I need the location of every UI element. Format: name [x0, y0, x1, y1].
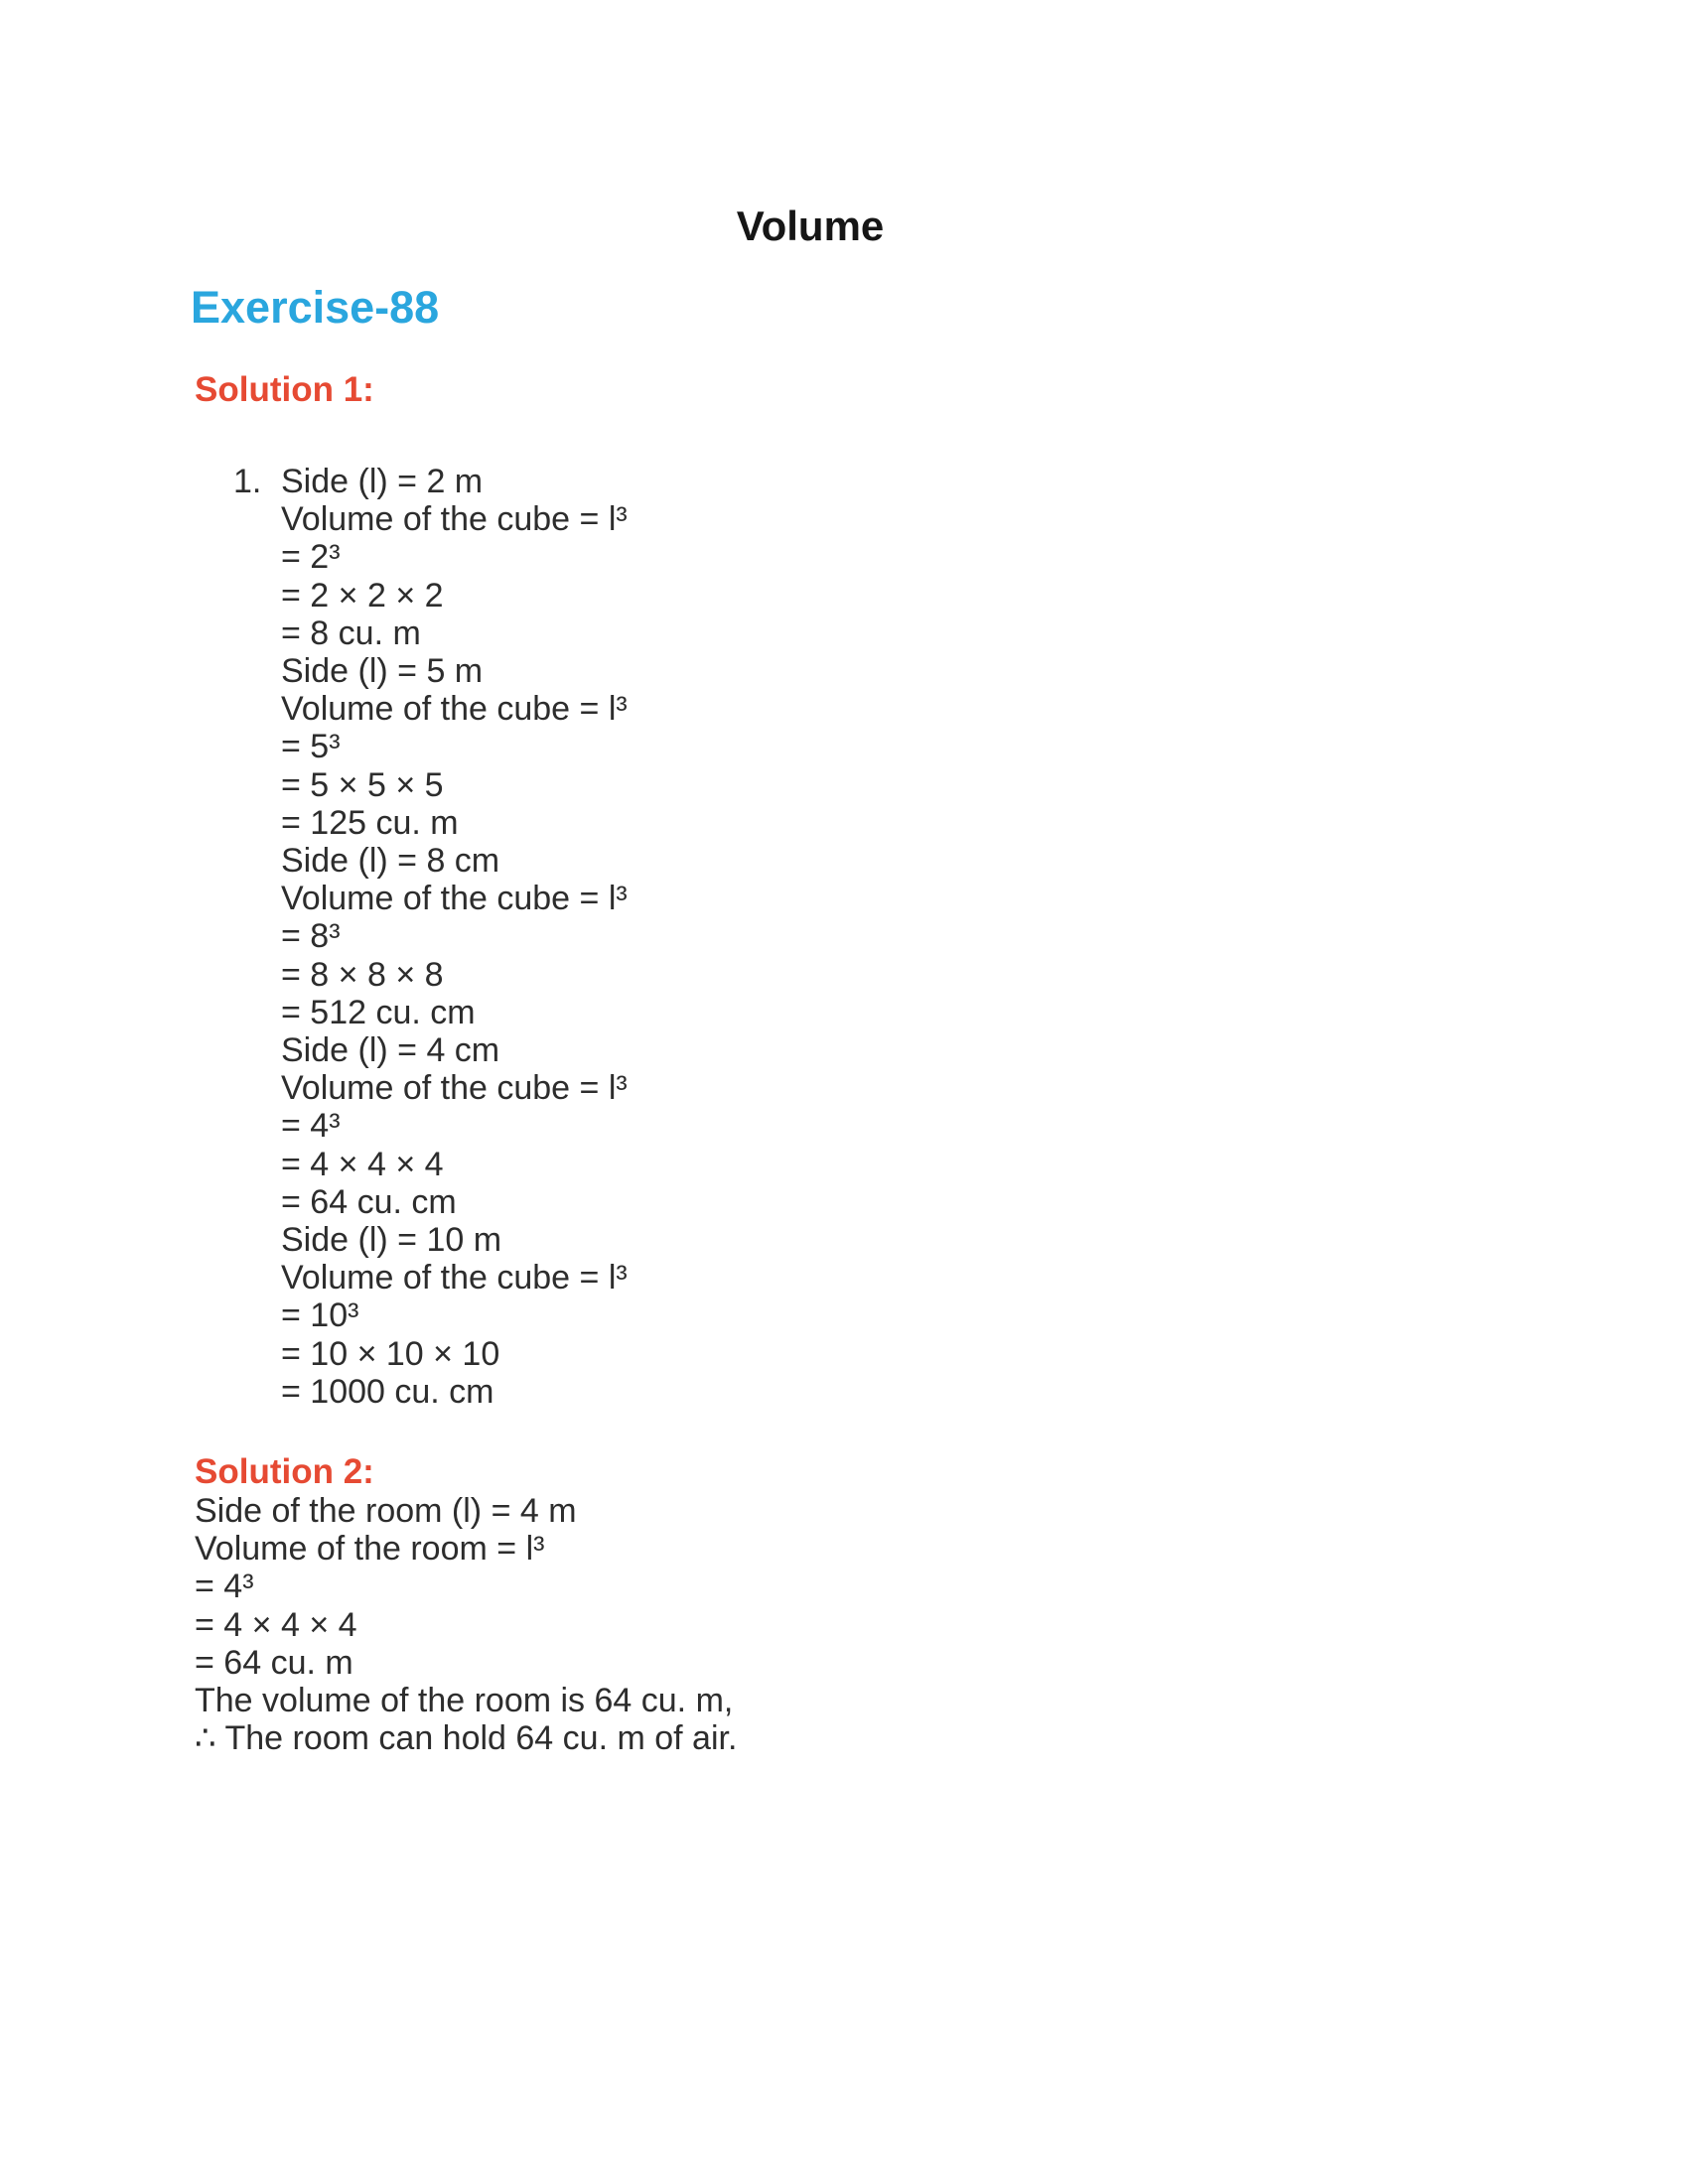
solution-text-line: Side (l) = 10 m: [281, 1221, 502, 1260]
solution-text-line: Side (l) = 8 cm: [281, 842, 500, 881]
solution-text-line: Side (l) = 4 cm: [281, 1031, 500, 1070]
solution-text-line: Volume of the room = l³: [195, 1530, 545, 1569]
solution-text-line: Side of the room (l) = 4 m: [195, 1492, 577, 1530]
solution-text-line: = 5 × 5 × 5: [281, 765, 444, 804]
solution-text-line: Side (l) = 5 m: [281, 652, 484, 691]
solution-text-line: = 2³: [281, 538, 341, 577]
solution-text-line: = 64 cu. m: [195, 1643, 353, 1682]
solution-text-line: = 125 cu. m: [281, 803, 459, 842]
exercise-heading: Exercise-88: [191, 282, 440, 333]
solution-text-line: = 8 cu. m: [281, 614, 421, 652]
solution-text-line: = 512 cu. cm: [281, 993, 476, 1031]
solution-text-line: = 8 × 8 × 8: [281, 955, 444, 994]
solution-1-list-item: [233, 463, 628, 1411]
solution-text-line: = 1000 cu. cm: [281, 1372, 494, 1411]
solution-text-line: Volume of the cube = l³: [281, 880, 628, 918]
solution-text-line: The volume of the room is 64 cu. m,: [195, 1682, 734, 1720]
solution-text-line: Volume of the cube = l³: [281, 1069, 628, 1108]
solution-text-line: = 4³: [195, 1568, 254, 1606]
solution-text-line: Volume of the cube = l³: [281, 1259, 628, 1297]
solution-text-line: Volume of the cube = l³: [281, 690, 628, 729]
solution-text-line: = 4³: [281, 1107, 341, 1146]
solution-text-line: ∴ The room can hold 64 cu. m of air.: [195, 1719, 738, 1758]
page-title: Volume: [736, 203, 885, 249]
solution-2-lines: [195, 1492, 737, 1757]
solution-text-line: = 5³: [281, 728, 341, 766]
solution-text-line: = 2 × 2 × 2: [281, 576, 444, 614]
list-item-number: 1.: [233, 463, 262, 500]
solution-text-line: = 10³: [281, 1297, 359, 1335]
solution-text-line: Volume of the cube = l³: [281, 500, 628, 539]
solution-text-line: = 8³: [281, 917, 341, 956]
solution-text-line: = 64 cu. cm: [281, 1182, 457, 1221]
solution-1-lines: [281, 463, 628, 1411]
solution-1-heading: Solution 1:: [195, 370, 374, 409]
solution-text-line: = 4 × 4 × 4: [195, 1605, 357, 1644]
solution-2-heading: Solution 2:: [195, 1452, 374, 1491]
solution-text-line: Side (l) = 2 m: [281, 463, 484, 500]
solution-text-line: = 4 × 4 × 4: [281, 1145, 444, 1183]
solution-text-line: = 10 × 10 × 10: [281, 1334, 500, 1373]
